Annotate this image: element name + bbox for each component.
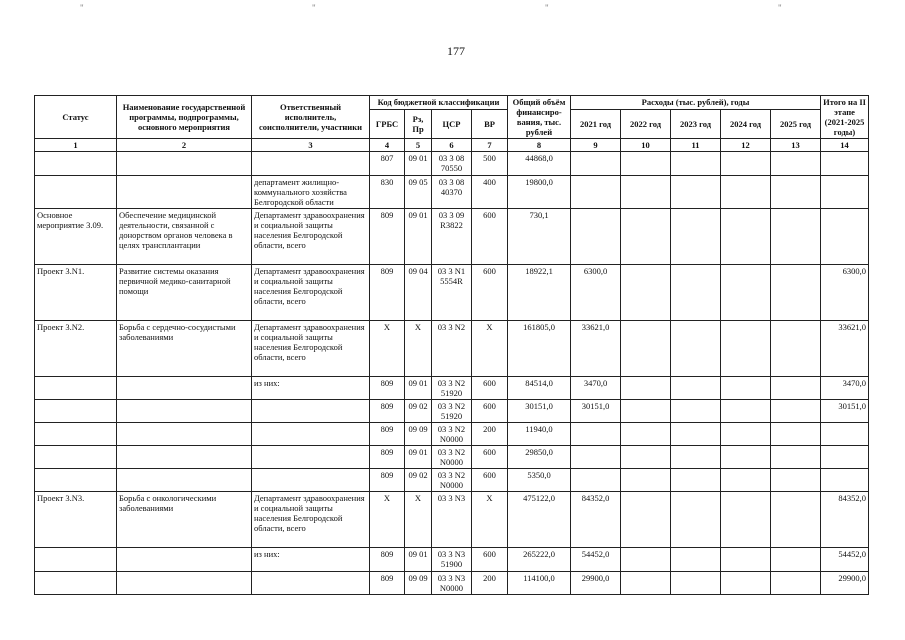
row-total: 18922,1 — [508, 265, 571, 321]
row-vr: 600 — [472, 469, 508, 492]
row-year-2022 — [621, 400, 671, 423]
header-status: Статус — [35, 96, 117, 139]
row-status — [35, 176, 117, 209]
header-vr: ВР — [472, 109, 508, 138]
row-rzpr: 09 05 — [405, 176, 432, 209]
row-grbs: 809 — [370, 423, 405, 446]
scan-mark: " — [778, 3, 782, 13]
row-year-2023 — [671, 400, 721, 423]
row-grbs: 809 — [370, 265, 405, 321]
table-row — [35, 423, 869, 446]
row-name — [117, 572, 252, 595]
row-year-2023 — [671, 446, 721, 469]
table-row — [35, 548, 869, 572]
column-number: 4 — [370, 139, 405, 152]
table-body — [35, 152, 869, 595]
column-number: 14 — [821, 139, 869, 152]
row-rzpr: 09 09 — [405, 572, 432, 595]
row-status: Основное мероприятие 3.09. — [35, 209, 117, 265]
row-year-2023 — [671, 152, 721, 176]
row-stage-total: 3470,0 — [821, 377, 869, 400]
row-vr: 200 — [472, 572, 508, 595]
row-csr: 03 3 08 40370 — [432, 176, 472, 209]
row-responsible — [252, 423, 370, 446]
row-grbs: 809 — [370, 400, 405, 423]
row-year-2023 — [671, 321, 721, 377]
row-year-2021 — [571, 469, 621, 492]
table-row — [35, 176, 869, 209]
row-name: Развитие системы оказания первичной медико-санитарной помощи — [117, 265, 252, 321]
header-year-2021: 2021 год — [571, 109, 621, 138]
row-responsible: Департамент здравоохранения и социальной защиты населения Белгородской области, всего — [252, 321, 370, 377]
row-responsible — [252, 572, 370, 595]
scan-mark: " — [312, 3, 316, 13]
row-year-2022 — [621, 176, 671, 209]
row-stage-total: 6300,0 — [821, 265, 869, 321]
row-grbs: 809 — [370, 548, 405, 572]
header-csr: ЦСР — [432, 109, 472, 138]
row-stage-total: 30151,0 — [821, 400, 869, 423]
row-year-2024 — [721, 400, 771, 423]
row-name — [117, 423, 252, 446]
row-status — [35, 572, 117, 595]
row-total: 161805,0 — [508, 321, 571, 377]
page-number: 177 — [447, 44, 465, 58]
row-year-2022 — [621, 446, 671, 469]
row-responsible — [252, 400, 370, 423]
row-stage-total — [821, 469, 869, 492]
row-year-2024 — [721, 377, 771, 400]
row-year-2022 — [621, 265, 671, 321]
row-total: 11940,0 — [508, 423, 571, 446]
row-year-2022 — [621, 321, 671, 377]
column-number: 2 — [117, 139, 252, 152]
row-year-2022 — [621, 492, 671, 548]
row-year-2021: 33621,0 — [571, 321, 621, 377]
row-csr: 03 3 N2 51920 — [432, 377, 472, 400]
header-year-2023: 2023 год — [671, 109, 721, 138]
row-total: 475122,0 — [508, 492, 571, 548]
row-year-2021 — [571, 446, 621, 469]
row-year-2025 — [771, 548, 821, 572]
row-year-2021: 3470,0 — [571, 377, 621, 400]
row-total: 5350,0 — [508, 469, 571, 492]
row-year-2025 — [771, 469, 821, 492]
row-name: Борьба с онкологическими заболеваниями — [117, 492, 252, 548]
row-year-2025 — [771, 176, 821, 209]
row-vr: 400 — [472, 176, 508, 209]
table-row — [35, 152, 869, 176]
row-year-2025 — [771, 377, 821, 400]
row-vr: Х — [472, 321, 508, 377]
row-year-2025 — [771, 423, 821, 446]
row-vr: 500 — [472, 152, 508, 176]
row-rzpr: 09 01 — [405, 209, 432, 265]
row-year-2025 — [771, 209, 821, 265]
row-year-2024 — [721, 423, 771, 446]
row-year-2025 — [771, 492, 821, 548]
column-number-row — [35, 139, 869, 152]
header-responsible: Ответственный исполнитель, соисполнители, участники — [252, 96, 370, 139]
row-vr: 600 — [472, 265, 508, 321]
row-year-2023 — [671, 492, 721, 548]
row-grbs: 809 — [370, 469, 405, 492]
row-year-2023 — [671, 209, 721, 265]
row-vr: 600 — [472, 400, 508, 423]
row-name — [117, 548, 252, 572]
row-status — [35, 469, 117, 492]
row-year-2024 — [721, 572, 771, 595]
row-year-2021 — [571, 152, 621, 176]
row-total: 730,1 — [508, 209, 571, 265]
row-year-2023 — [671, 548, 721, 572]
row-total: 30151,0 — [508, 400, 571, 423]
row-rzpr: 09 04 — [405, 265, 432, 321]
header-year-2024: 2024 год — [721, 109, 771, 138]
row-grbs: 809 — [370, 209, 405, 265]
row-grbs: 830 — [370, 176, 405, 209]
header-name: Наименование государственной программы, подпрограммы, основного мероприятия — [117, 96, 252, 139]
row-status — [35, 548, 117, 572]
row-year-2022 — [621, 548, 671, 572]
column-number: 7 — [472, 139, 508, 152]
row-csr: 03 3 N2 N0000 — [432, 446, 472, 469]
column-number: 11 — [671, 139, 721, 152]
column-number: 1 — [35, 139, 117, 152]
row-csr: 03 3 N3 51900 — [432, 548, 472, 572]
row-year-2021 — [571, 423, 621, 446]
row-name: Борьба с сердечно-сосудистыми заболеваниями — [117, 321, 252, 377]
row-status — [35, 423, 117, 446]
row-responsible — [252, 469, 370, 492]
header-rzpr: Рз, Пр — [405, 109, 432, 138]
budget-table — [34, 95, 869, 595]
row-rzpr: Х — [405, 321, 432, 377]
row-status — [35, 400, 117, 423]
row-year-2022 — [621, 423, 671, 446]
row-stage-total — [821, 423, 869, 446]
table-row — [35, 209, 869, 265]
row-year-2024 — [721, 209, 771, 265]
row-status: Проект 3.N2. — [35, 321, 117, 377]
row-year-2023 — [671, 469, 721, 492]
row-csr: 03 3 N2 N0000 — [432, 469, 472, 492]
header-stage-total: Итого на II этапе (2021-2025 годы) — [821, 96, 869, 139]
header-grbs: ГРБС — [370, 109, 405, 138]
row-status — [35, 152, 117, 176]
row-responsible: Департамент здравоохранения и социальной защиты населения Белгородской области, всего — [252, 209, 370, 265]
row-year-2021 — [571, 209, 621, 265]
row-responsible — [252, 152, 370, 176]
row-csr: 03 3 08 70550 — [432, 152, 472, 176]
row-csr: 03 3 N2 51920 — [432, 400, 472, 423]
row-csr: 03 3 N2 — [432, 321, 472, 377]
table-row — [35, 469, 869, 492]
row-rzpr: 09 01 — [405, 152, 432, 176]
row-name — [117, 469, 252, 492]
row-name — [117, 152, 252, 176]
row-grbs: 807 — [370, 152, 405, 176]
row-stage-total: 29900,0 — [821, 572, 869, 595]
row-status: Проект 3.N1. — [35, 265, 117, 321]
row-stage-total: 84352,0 — [821, 492, 869, 548]
row-responsible: из них: — [252, 377, 370, 400]
row-rzpr: 09 01 — [405, 548, 432, 572]
column-number: 13 — [771, 139, 821, 152]
table-row — [35, 265, 869, 321]
row-total: 114100,0 — [508, 572, 571, 595]
row-year-2022 — [621, 209, 671, 265]
row-year-2024 — [721, 469, 771, 492]
row-year-2023 — [671, 176, 721, 209]
row-year-2024 — [721, 176, 771, 209]
row-csr: 03 3 N3 — [432, 492, 472, 548]
row-vr: 600 — [472, 209, 508, 265]
row-grbs: Х — [370, 492, 405, 548]
row-rzpr: 09 01 — [405, 377, 432, 400]
header-expenses: Расходы (тыс. рублей), годы — [571, 96, 821, 110]
row-vr: 600 — [472, 446, 508, 469]
row-responsible: Департамент здравоохранения и социальной защиты населения Белгородской области, всего — [252, 265, 370, 321]
column-number: 12 — [721, 139, 771, 152]
row-name — [117, 377, 252, 400]
row-name — [117, 446, 252, 469]
row-vr: Х — [472, 492, 508, 548]
row-grbs: 809 — [370, 446, 405, 469]
row-year-2022 — [621, 572, 671, 595]
table-row — [35, 400, 869, 423]
column-number: 10 — [621, 139, 671, 152]
row-stage-total: 54452,0 — [821, 548, 869, 572]
row-rzpr: 09 01 — [405, 446, 432, 469]
row-year-2023 — [671, 265, 721, 321]
row-vr: 600 — [472, 377, 508, 400]
row-grbs: Х — [370, 321, 405, 377]
row-year-2025 — [771, 572, 821, 595]
row-year-2023 — [671, 377, 721, 400]
column-number: 6 — [432, 139, 472, 152]
table-row — [35, 377, 869, 400]
header-budget-code: Код бюджетной классификации — [370, 96, 508, 110]
row-status — [35, 446, 117, 469]
row-csr: 03 3 N2 N0000 — [432, 423, 472, 446]
row-grbs: 809 — [370, 572, 405, 595]
row-total: 84514,0 — [508, 377, 571, 400]
row-responsible: из них: — [252, 548, 370, 572]
row-stage-total — [821, 152, 869, 176]
row-year-2023 — [671, 572, 721, 595]
row-stage-total: 33621,0 — [821, 321, 869, 377]
row-stage-total — [821, 446, 869, 469]
row-year-2024 — [721, 446, 771, 469]
row-rzpr: 09 02 — [405, 400, 432, 423]
scan-mark: " — [545, 3, 549, 13]
row-rzpr: 09 09 — [405, 423, 432, 446]
row-csr: 03 3 N1 5554R — [432, 265, 472, 321]
column-number: 8 — [508, 139, 571, 152]
row-year-2024 — [721, 321, 771, 377]
row-year-2022 — [621, 469, 671, 492]
row-name — [117, 176, 252, 209]
column-number: 3 — [252, 139, 370, 152]
header-year-2022: 2022 год — [621, 109, 671, 138]
row-year-2024 — [721, 265, 771, 321]
row-year-2021 — [571, 176, 621, 209]
row-status: Проект 3.N3. — [35, 492, 117, 548]
row-responsible — [252, 446, 370, 469]
row-name — [117, 400, 252, 423]
row-stage-total — [821, 209, 869, 265]
row-vr: 200 — [472, 423, 508, 446]
table-row — [35, 321, 869, 377]
header-year-2025: 2025 год — [771, 109, 821, 138]
row-grbs: 809 — [370, 377, 405, 400]
row-name: Обеспечение медицинской деятельности, связанной с донорством органов человека в целях трансплантации — [117, 209, 252, 265]
table-row — [35, 572, 869, 595]
row-year-2025 — [771, 152, 821, 176]
row-year-2024 — [721, 492, 771, 548]
row-rzpr: 09 02 — [405, 469, 432, 492]
row-year-2024 — [721, 152, 771, 176]
column-number: 9 — [571, 139, 621, 152]
row-responsible: Департамент здравоохранения и социальной защиты населения Белгородской области, всего — [252, 492, 370, 548]
row-csr: 03 3 09 R3822 — [432, 209, 472, 265]
row-year-2021: 54452,0 — [571, 548, 621, 572]
row-year-2022 — [621, 377, 671, 400]
row-year-2024 — [721, 548, 771, 572]
row-vr: 600 — [472, 548, 508, 572]
table-row — [35, 492, 869, 548]
row-total: 19800,0 — [508, 176, 571, 209]
row-year-2025 — [771, 446, 821, 469]
table-row — [35, 446, 869, 469]
row-year-2025 — [771, 321, 821, 377]
row-total: 29850,0 — [508, 446, 571, 469]
row-responsible: департамент жилищно-коммунального хозяйства Белгородской области — [252, 176, 370, 209]
row-stage-total — [821, 176, 869, 209]
row-year-2021: 6300,0 — [571, 265, 621, 321]
column-number: 5 — [405, 139, 432, 152]
row-rzpr: Х — [405, 492, 432, 548]
row-year-2021: 29900,0 — [571, 572, 621, 595]
header-total: Общий объём финансиро-вания, тыс. рублей — [508, 96, 571, 139]
row-year-2022 — [621, 152, 671, 176]
row-year-2021: 84352,0 — [571, 492, 621, 548]
row-status — [35, 377, 117, 400]
row-year-2025 — [771, 265, 821, 321]
row-year-2025 — [771, 400, 821, 423]
scan-mark: " — [80, 3, 84, 13]
row-year-2023 — [671, 423, 721, 446]
row-year-2021: 30151,0 — [571, 400, 621, 423]
row-total: 265222,0 — [508, 548, 571, 572]
row-csr: 03 3 N3 N0000 — [432, 572, 472, 595]
row-total: 44868,0 — [508, 152, 571, 176]
